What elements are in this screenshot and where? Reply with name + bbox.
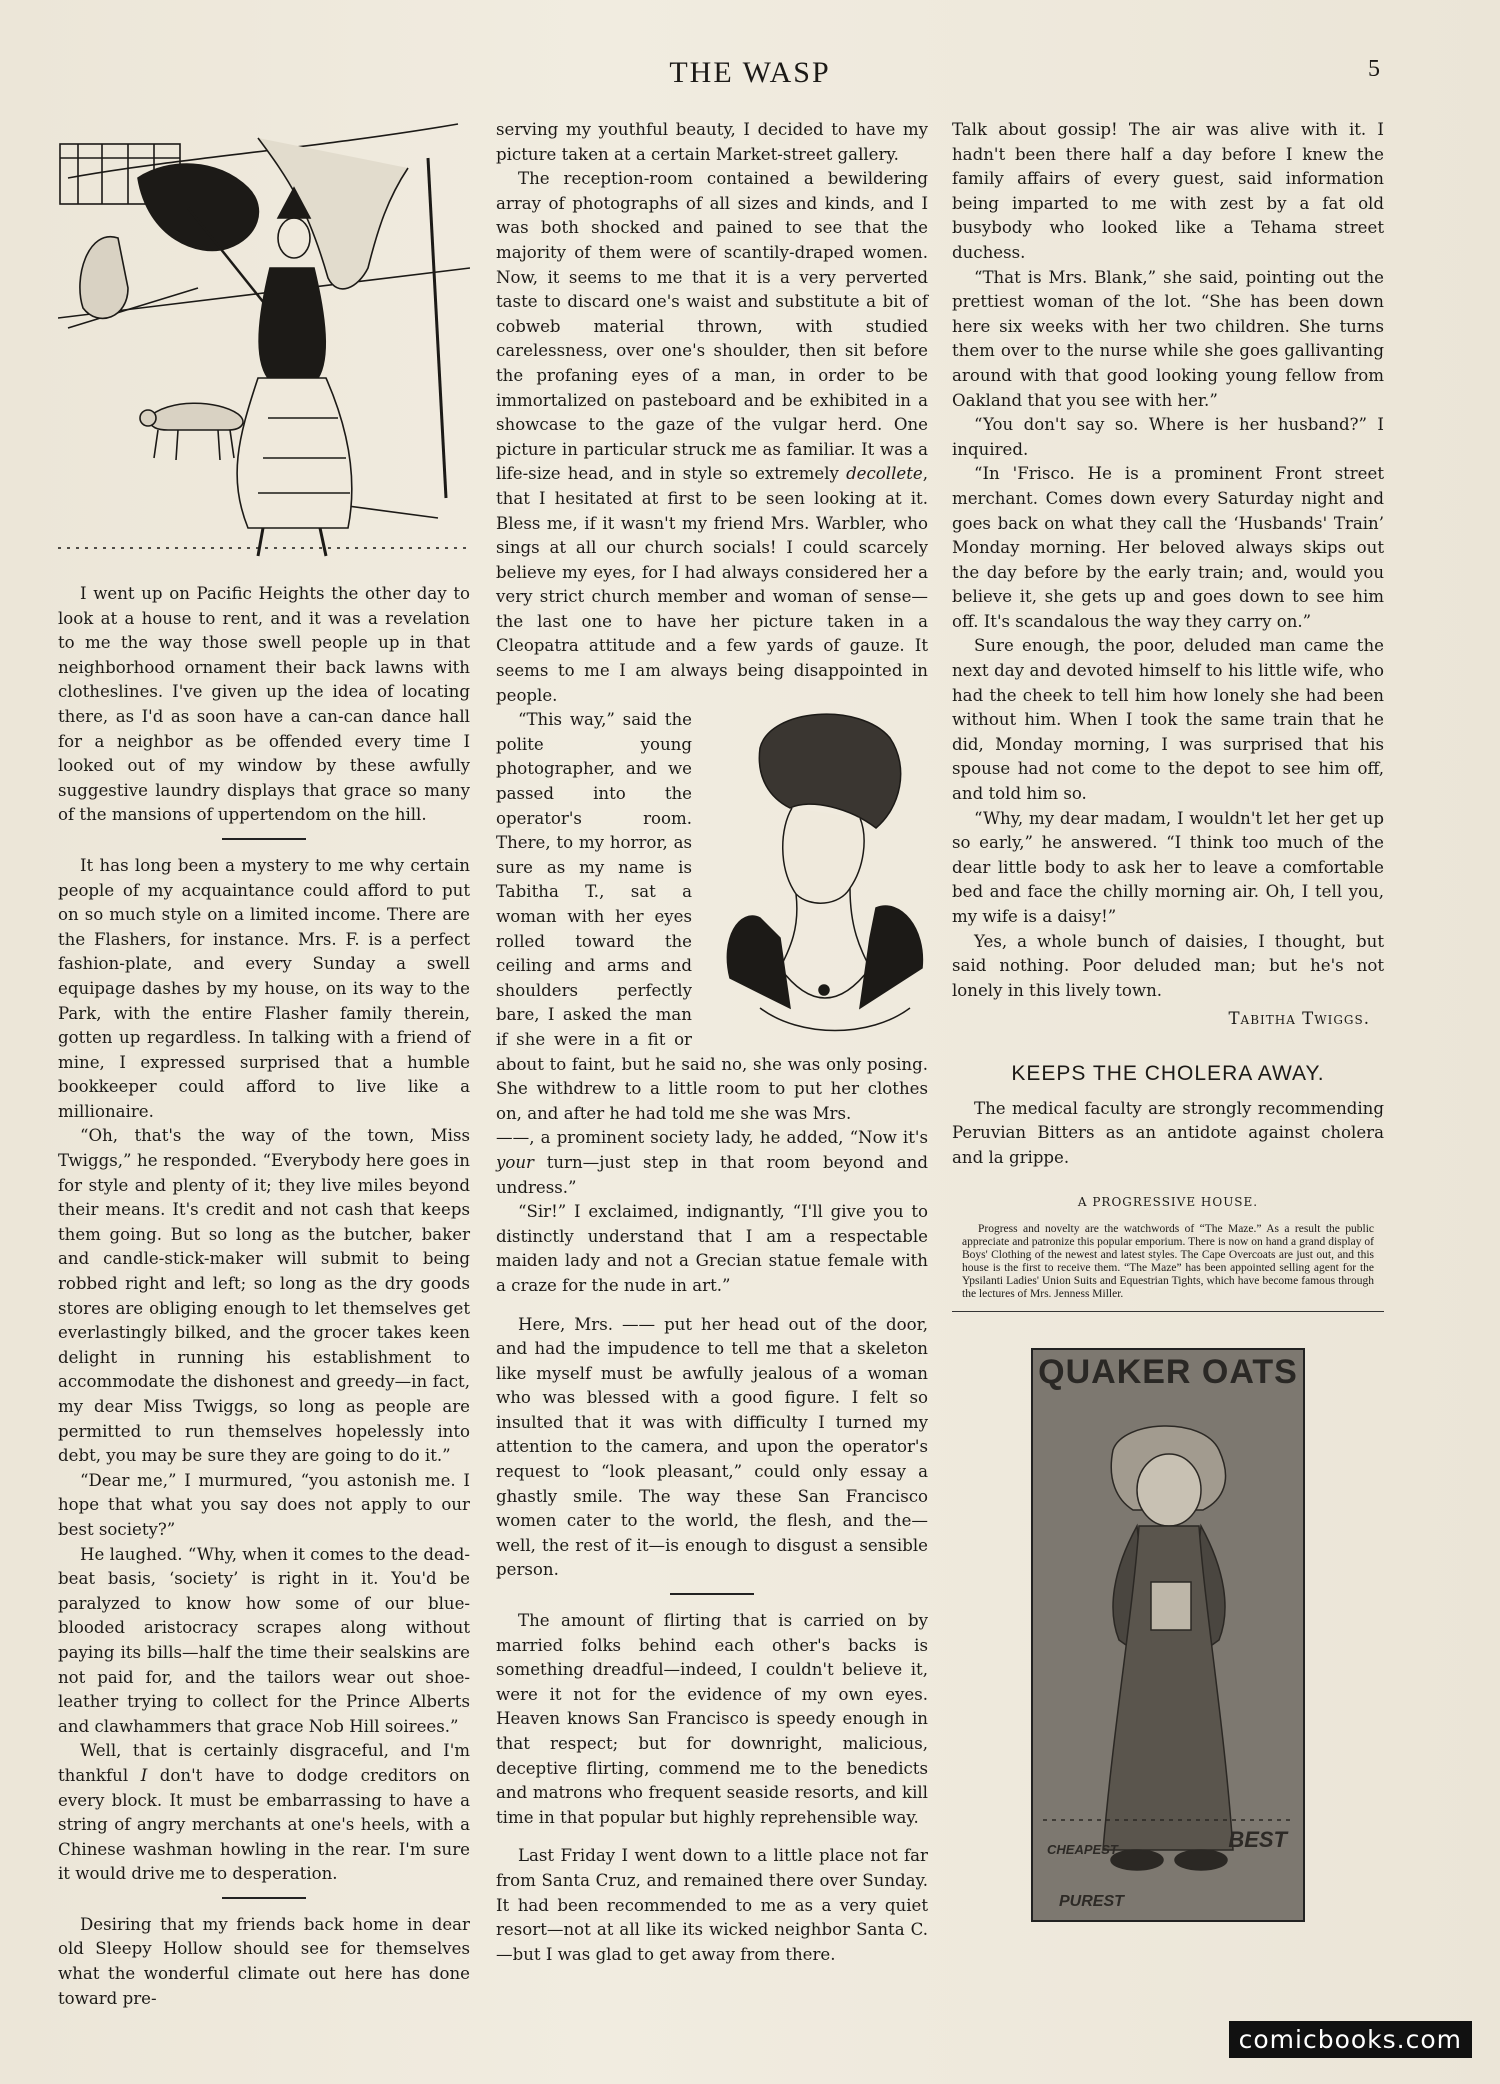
advert-heading: KEEPS THE CHOLERA AWAY. [1011,1061,1325,1085]
ad-label-purest: PUREST [1059,1892,1124,1910]
ad-label-cheapest: CHEAPEST [1047,1841,1118,1857]
paragraph: “Dear me,” I murmured, “you astonish me. I hope that what you say does not apply to our best society?” [58,1470,470,1539]
paragraph: “That is Mrs. Blank,” she said, pointing out the prettiest woman of the lot. “She has been down here six weeks with her two children. She turns them over to the nurse while she goes gallivanting around with that good looking young fellow from Oakland that you see with her.” [952,267,1384,410]
paragraph: Last Friday I went down to a little place not far from Santa Cruz, and remained there over Sunday. It had been recommended to me as a very quiet resort—not at all like its wicked neighbor Santa C.—but I was glad to get away from there. [496,1846,928,1964]
paragraph: Yes, a whole bunch of daisies, I thought, but said nothing. Poor deluded man; but he's not lonely in this lively town. [952,931,1384,1000]
paragraph: Well, that is certainly disgraceful, and I'm thankful I don't have to dodge creditors on every block. It must be embarrassing to have a string of angry merchants at one's heels, with a Chinese washman howling in the rear. I'm sure it would drive me to desperation. [58,1741,470,1884]
notice-text-block [952,1223,1384,1301]
column-3 [952,118,1384,1922]
paragraph: “Oh, that's the way of the town, Miss Twiggs,” he responded. “Everybody here goes in for style and plenty of it; they live miles beyond their means. It's credit and not cash that keeps them going. But so long as the butcher, baker and candle-stick-maker will submit to being robbed right and left; so long as the dry goods stores are obliging enough to let themselves get everlastingly bilked, and the grocer takes keen delight in running his establishment to accommodate the dishonest and greedy—in fact, my dear Miss Twiggs, so long as people are permitted to run themselves hopelessly into debt, you may be sure they are going to do it.” [58,1126,470,1466]
paragraph: Sure enough, the poor, deluded man came the next day and devoted himself to his little wife, who had the cheek to tell him how lonely she had been without him. When I took the same train that he did, Monday morning, I was surprised that his spouse had not come to the depot to see him off, and told him so. [952,636,1384,804]
paragraph: “Why, my dear madam, I wouldn't let her get up so early,” he answered. “I think too much of the dear little body to ask her to leave a comfortable bed and face the chilly morning air. Oh, I tell you, my wife is a daisy!” [952,808,1384,926]
paragraph: It has long been a mystery to me why certain people of my acquaintance could afford to put on so much style on a limited income. There are the Flashers, for instance. Mrs. F. is a perfect fashion-plate, and every Sunday a swell equipage dashes by my house, on its way to the Park, with the entire Flasher family therein, gotten up regardless. In talking with a friend of mine, I expressed surprised that a humble bookkeeper could afford to live like a millionaire. [58,855,470,1121]
watermark: comicbooks.com [1229,2021,1472,2058]
notice-heading: A PROGRESSIVE HOUSE. [1077,1195,1259,1210]
paragraph: He laughed. “Why, when it comes to the dead-beat basis, ‘society’ is right in it. You'd be paralyzed to know how some of our blue-blooded aristocracy scrapes along without paying its bills—half the time their sealskins are not paid for, and the tailors wear out shoe-leather trying to collect for the Prince Alberts and clawhammers that grace Nob Hill soirees.” [58,1544,470,1736]
paragraph: “You don't say so. Where is her husband?” I inquired. [952,415,1384,459]
ad-brand: QUAKER OATS [1038,1352,1298,1391]
section-rule [222,838,306,840]
paragraph: ——, a prominent society lady, he added, “Now it's your turn—just step in that room beyond and undress.” [496,1128,928,1197]
paragraph: Talk about gossip! The air was alive with it. I hadn't been there half a day before I knew the family affairs of every guest, said information being imparted to me with zest by a fat old busybody who looked like a Tehama street duchess. [952,120,1384,262]
paragraph: “This way,” said the polite young photographer, and we passed into the operator's room. There, to my horror, as sure as my name is Tabitha T., sat a woman with her eyes rolled toward the ceiling and arms and shoulders perfectly bare, I asked the man if she were in a fit or about to faint, but he said no, she was only posing. She withdrew to a little room to put her clothes on, and after he had told me she was Mrs. [496,708,928,1126]
author-signature: Tabitha Twiggs. [1228,1009,1370,1029]
notice-text: Progress and novelty are the watchwords of “The Maze.” As a result the public appreciate and patronize this popular emporium. There is now on hand a grand display of Boys' Clothing of the newest and latest styles. The Cape Overcoats are just out, and this house is the first to receive them. “The Maze” has been appointed selling agent for the Ypsilanti Ladies' Union Suits and Equestrian Tights, which have become famous through the lectures of Mrs. Jenness Miller. [962,1222,1374,1300]
page-number: 5 [1368,56,1382,82]
ad-label-best: BEST [1228,1826,1287,1852]
paragraph: The reception-room contained a bewildering array of photographs of all sizes and kinds, and I was both shocked and pained to see that the majority of them were of scantily-draped women. Now, it seems to me that it is a very perverted taste to discard one's waist and substitute a bit of cobweb material thrown, with studied carelessness, over one's shoulder, then sit before the profaning eyes of a man, in order to be immortalized on pasteboard and be exhibited in a showcase to the gaze of the vulgar herd. One picture in particular struck me as familiar. It was a life-size head, and in style so extremely decollete, that I hesitated at first to be seen looking at it. Bless me, if it wasn't my friend Mrs. Warbler, who sings at all our church socials! I could scarcely believe my eyes, for I had always considered her a very strict church member and woman of sense—the last one to have her picture taken in a Cleopatra attitude and a few yards of gauze. It seems to me I am always being disappointed in people. [496,169,928,705]
paragraph: I went up on Pacific Heights the other day to look at a house to rent, and it was a revelation to me the way those swell people up in that neighborhood ornament their back lawns with clotheslines. I've given up the idea of locating there, as I'd as soon have a can-can dance hall for a neighbor as be offended every time I looked out of my window by these awfully suggestive laundry displays that grace so many of the mansions of uppertendom on the hill. [58,584,470,825]
newspaper-title: THE WASP [669,56,831,89]
paragraph: The amount of flirting that is carried on by married folks behind each other's backs is something dreadful—indeed, I couldn't believe it, were it not for the evidence of my own eyes. Heaven knows San Francisco is speedy enough in that respect; but for downright, malicious, deceptive flirting, commend me to the benedicts and matrons who frequent seaside resorts, and kill time in that popular but highly reprehensible way. [496,1611,928,1827]
paragraph: “Sir!” I exclaimed, indignantly, “I'll give you to distinctly understand that I am a respectable maiden lady and not a Grecian statue female with a craze for the nude in art.” [496,1202,928,1295]
clothesline-illustration [58,118,470,568]
masthead [0,56,1500,90]
section-rule [222,1897,306,1899]
paragraph: “In 'Frisco. He is a prominent Front street merchant. Comes down every Saturday night and goes back on what they call the ‘Husbands' Train’ Monday morning. Her beloved always skips out the day before by the early train; and, would you believe it, she gets up and goes down to see him off. It's scandalous the way they carry on.” [952,464,1384,631]
divider [952,1311,1384,1312]
column-1 [58,118,470,2011]
paragraph: Here, Mrs. —— put her head out of the door, and had the impudence to tell me that a skeleton like myself must be awfully jealous of a woman who was blessed with a good figure. I felt so insulted that it was with difficulty I turned my attention to the camera, and upon the operator's request to “look pleasant,” could only essay a ghastly smile. The way these San Francisco women cater to the world, the flesh, and the— well, the rest of it—is enough to disgust a sensible person. [496,1314,928,1580]
column-2 [496,118,928,1967]
section-rule [670,1593,754,1595]
advert-text: The medical faculty are strongly recommending Peruvian Bitters as an antidote against cholera and la grippe. [952,1098,1384,1167]
paragraph: serving my youthful beauty, I decided to have my picture taken at a certain Market-street gallery. [496,120,928,164]
paragraph: Desiring that my friends back home in dear old Sleepy Hollow should see for themselves what the wonderful climate out here has done toward pre- [58,1914,470,2008]
society-lady-portrait [700,708,932,1038]
quaker-oats-advertisement [1031,1348,1305,1922]
